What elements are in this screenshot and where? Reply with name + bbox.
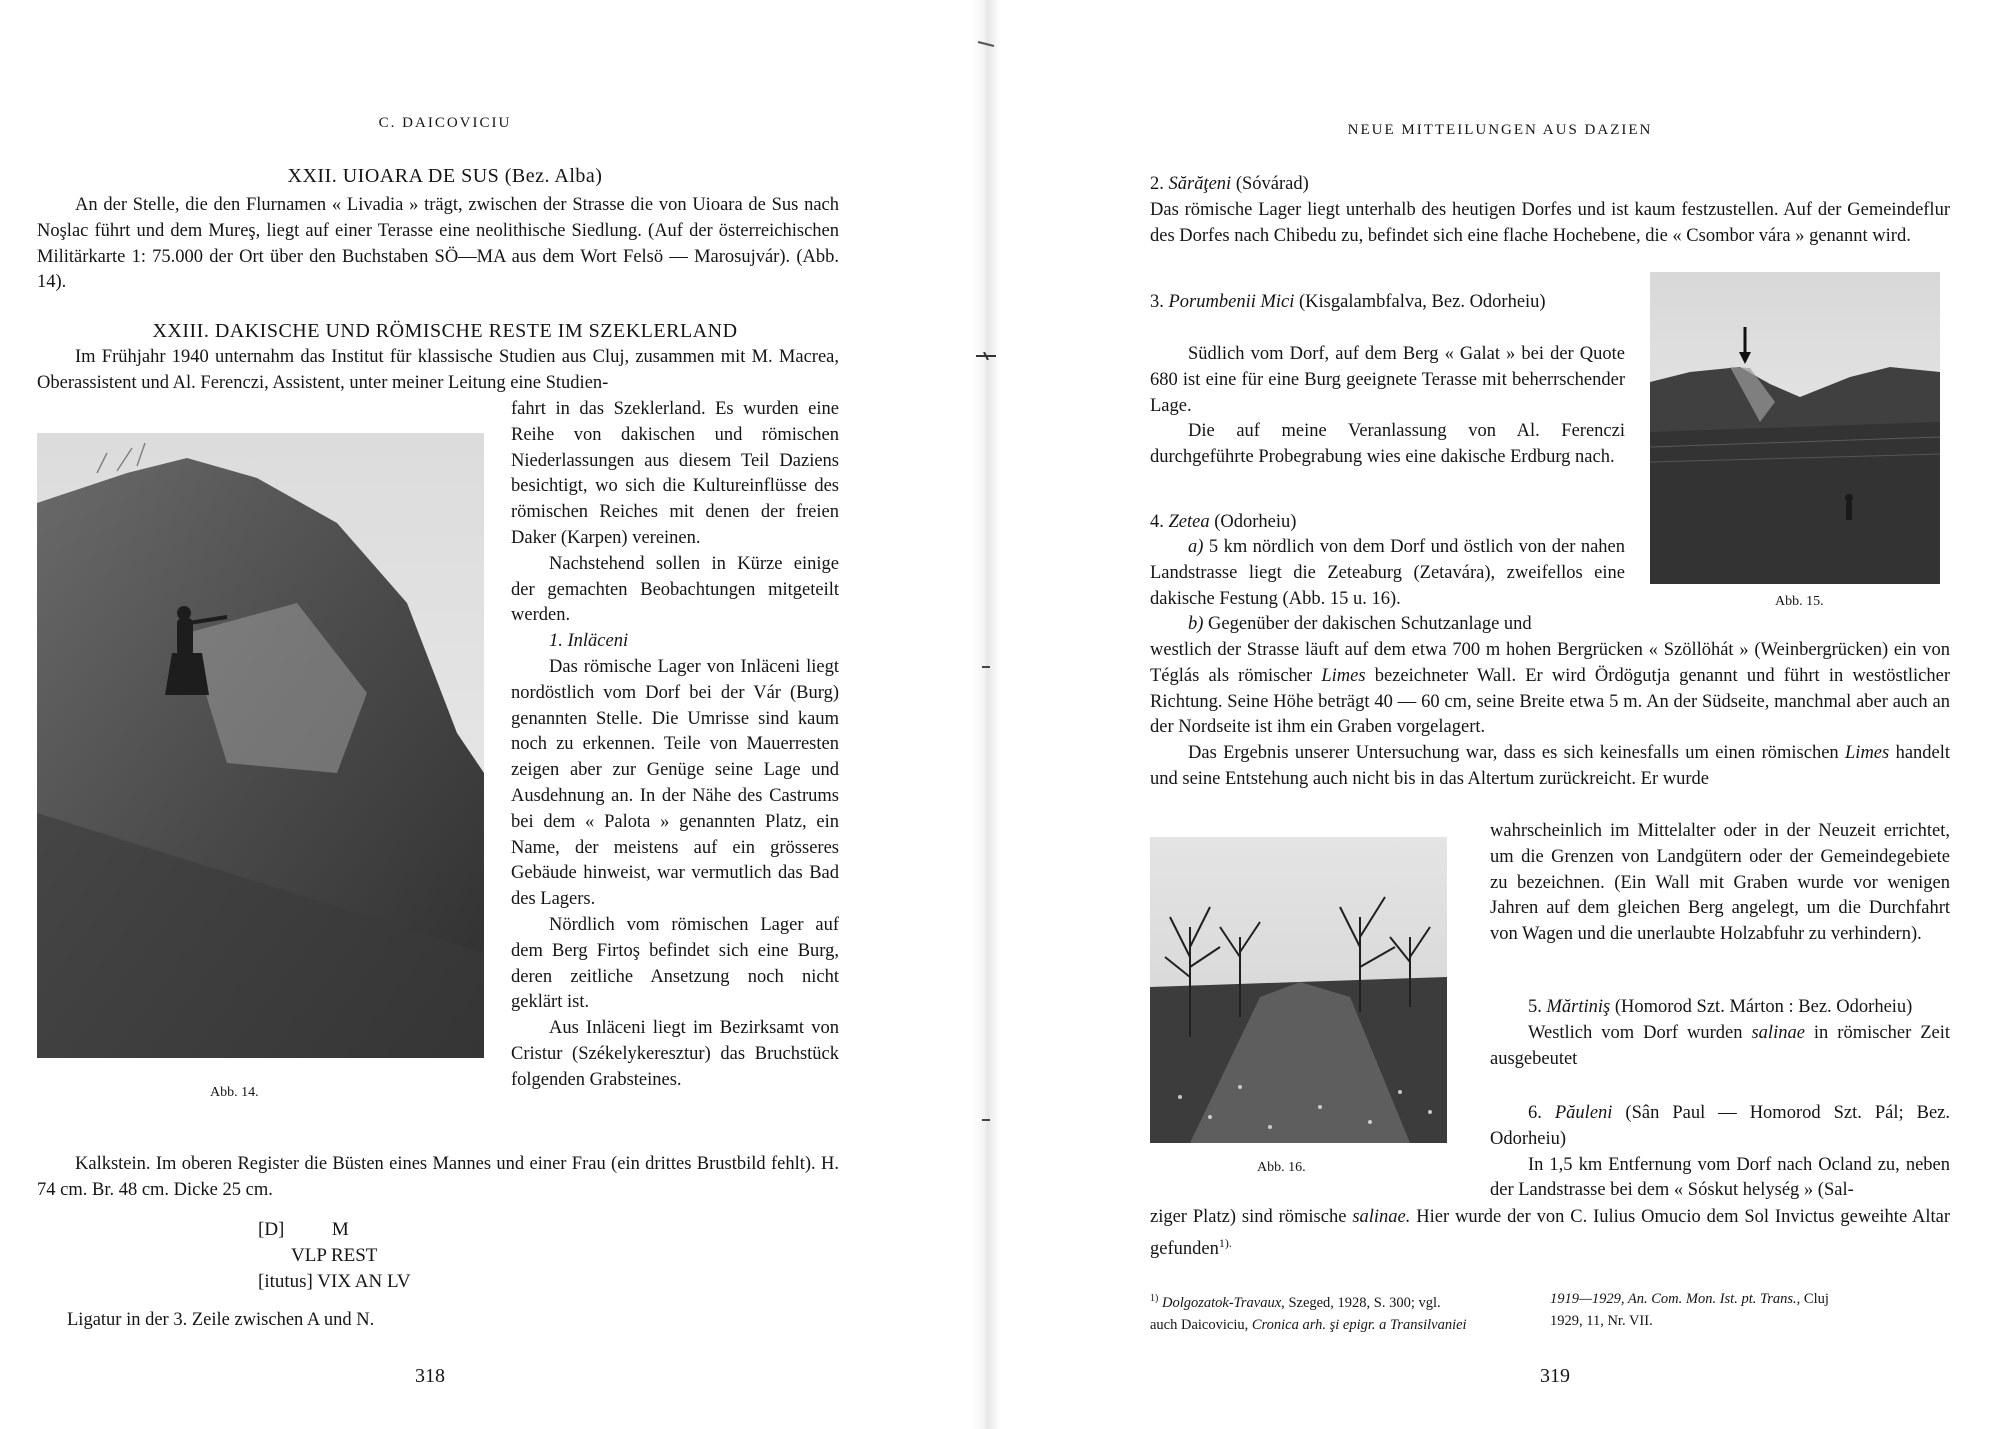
section-heading-xxii: XXII. UIOARA DE SUS (Bez. Alba) bbox=[287, 165, 603, 187]
subsection-6-continued bbox=[1150, 1205, 1950, 1263]
inscription-line-3: [itutus] VIX AN LV bbox=[258, 1271, 411, 1292]
kalkstein-paragraph bbox=[37, 1152, 839, 1204]
paragraph: Das Ergebnis unserer Untersuchung war, dass es sich keinesfalls um einen römischen Limes handelt und seine Entstehung auch nicht bis in das Altertum zurückreicht. Er wurde bbox=[1150, 743, 1951, 789]
paragraph: Im Frühjahr 1940 unternahm das Institut für klassische Studien aus Cluj, zusammen mit M. Macrea, Oberassistent und Al. Ferenczi, Assistent, unter meiner Leitung eine Studien- bbox=[37, 347, 839, 393]
subsection-4-b bbox=[1150, 638, 1950, 793]
figure-14-caption: Abb. 14. bbox=[210, 1085, 259, 1100]
paragraph: b) Gegenüber der dakischen Schutzanlage und bbox=[1188, 614, 1532, 635]
section-xxiii-intro bbox=[37, 345, 839, 397]
paragraph: westlich der Strasse läuft auf dem etwa 700 m hohen Bergrücken « Szöllöhát » (Weinbergrücken) ein von Téglás als römischer Limes bezeichneter Wall. Er wird Ördögutja genannt und führt in westöstlicher Richtung. Seine Höhe beträgt 40 — 60 cm, seine Breite etwa 5 m. An der Südseite, manchmal aber auch an der Nordseite ist ihm ein Graben vorgelagert. bbox=[1150, 640, 1951, 738]
paragraph: Nachstehend sollen in Kürze einige der gemachten Beobachtungen mitgeteilt werden. bbox=[511, 553, 839, 626]
page-number-left: 318 bbox=[415, 1365, 445, 1387]
subsection-4-a bbox=[1150, 535, 1625, 638]
subsection-2-body bbox=[1150, 198, 1950, 250]
subsection-3-title: 3. Porumbenii Mici (Kisgalambfalva, Bez. Odorheiu) bbox=[1150, 292, 1546, 312]
subsection-4-title: 4. Zetea (Odorheiu) bbox=[1150, 512, 1297, 532]
subsection-4-result-column bbox=[1490, 819, 1950, 948]
section-heading-xxiii: XXIII. DAKISCHE UND RÖMISCHE RESTE IM SZEKLERLAND bbox=[152, 320, 738, 342]
figure-15-photo bbox=[1650, 272, 1940, 584]
footnote-left: $^{1)}$ Dolgozatok-Travaux, Szeged, 1928, S. 300; vgl. auch Daicoviciu, Cronica arh. şi epigr. a Transilvaniei bbox=[1150, 1293, 1467, 1333]
figure-14-photo bbox=[37, 433, 484, 1058]
paragraph: fahrt in das Szeklerland. Es wurden eine Reihe von dakischen und römischen Niederlassungen aus diesem Teil Daziens besichtigt, wo sich die Kultureinflüsse des römischen Reiches mit denen der freien Daker (Karpen) vereinen. bbox=[511, 399, 839, 548]
subsection-3-body bbox=[1150, 342, 1625, 471]
paragraph: ziger Platz) sind römische salinae. Hier wurde der von C. Iulius Omucio dem Sol Invictus geweihte Altar gefunden$^{1).}$ bbox=[1150, 1207, 1951, 1259]
section-xxii-body bbox=[37, 193, 839, 296]
inscription bbox=[258, 1217, 411, 1295]
paragraph: Das römische Lager von Inläceni liegt nordöstlich vom Dorf bei der Vár (Burg) genannten Stelle. Die Umrisse sind kaum noch zu erkennen. Teile von Mauerresten zeigen aber zur Genüge seine Lage und Ausdehnung an. In der Nähe des Castrums bei dem « Palota » genannten Platz, ein Name, der meistens auf ein grösseres Gebäude hinweist, war vermutlich das Bad des Lagers. bbox=[511, 656, 839, 910]
ligatur-note: Ligatur in der 3. Zeile zwischen A und N. bbox=[67, 1310, 375, 1330]
running-head-left: C. DAICOVICIU bbox=[378, 115, 512, 131]
paragraph: wahrscheinlich im Mittelalter oder in der Neuzeit errichtet, um die Grenzen von Landgütern oder der Gemeindegebiete zu bezeichnen. (Ein Wall mit Graben wurde vor wenigen Jahren auf dem gleichen Berg angelegt, um die Durchfahrt von Wagen und die unerlaubte Holzabfuhr zu verhindern). bbox=[1490, 821, 1950, 945]
paragraph: Kalkstein. Im oberen Register die Büsten eines Mannes und einer Frau (ein drittes Brustbild fehlt). H. 74 cm. Br. 48 cm. Dicke 25 cm. bbox=[37, 1154, 839, 1200]
figure-16-caption: Abb. 16. bbox=[1257, 1160, 1306, 1175]
subsection-6-title: 6. Păuleni (Sân Paul — Homorod Szt. Pál; Bez. Odorheiu) bbox=[1490, 1103, 1951, 1149]
left-page bbox=[0, 0, 985, 1429]
paragraph: Das römische Lager liegt unterhalb des heutigen Dorfes und ist kaum festzustellen. Auf der Gemeindeflur des Dorfes nach Chibedu zu, befindet sich eine flache Hochebene, die « Csombor vára » genannt wird. bbox=[1150, 200, 1950, 246]
figure-15-caption: Abb. 15. bbox=[1775, 594, 1824, 609]
inscription-line-1: [D] M bbox=[258, 1219, 349, 1240]
paragraph: Die auf meine Veranlassung von Al. Ferenczi durchgeführte Probegrabung wies eine dakische Erdburg nach. bbox=[1150, 421, 1625, 468]
running-head-right: NEUE MITTEILUNGEN AUS DAZIEN bbox=[1347, 122, 1653, 138]
figure-16-photo bbox=[1150, 837, 1447, 1143]
right-page bbox=[985, 0, 2000, 1429]
paragraph: An der Stelle, die den Flurnamen « Livadia » trägt, zwischen der Strasse die von Uioara de Sus nach Noşlac führt und dem Mureş, liegt auf einer Terasse eine neolithische Siedlung. (Auf der österreichischen Militärkarte 1: 75.000 der Ort über den Buchstaben SÖ—MA aus dem Wort Felsö — Marosujvár). (Abb. 14). bbox=[37, 195, 839, 293]
footnote-right: 1919—1929, An. Com. Mon. Ist. pt. Trans., Cluj 1929, 11, Nr. VII. bbox=[1550, 1291, 1829, 1329]
section-xxiii-column bbox=[511, 397, 839, 1094]
paragraph: Nördlich vom römischen Lager auf dem Berg Firtoş befindet sich eine Burg, deren zeitliche Ansetzung noch nicht geklärt ist. bbox=[511, 914, 839, 1013]
inscription-line-2: VLP REST bbox=[291, 1245, 378, 1266]
subsection-2-title: 2. Sărăţeni (Sóvárad) bbox=[1150, 174, 1309, 194]
paragraph: In 1,5 km Entfernung vom Dorf nach Ocland zu, neben der Landstrasse bei dem « Sóskut helység » (Sal- bbox=[1490, 1154, 1950, 1201]
subsection-title-inlaceni: 1. Inläceni bbox=[549, 631, 629, 652]
paragraph: a) 5 km nördlich von dem Dorf und östlich von der nahen Landstrasse liegt die Zeteaburg (Zetavára), zweifellos eine dakische Festung (Abb. 15 u. 16). bbox=[1150, 537, 1626, 609]
page-number-right: 319 bbox=[1540, 1365, 1570, 1387]
subsection-5-title: 5. Mărtiniş (Homorod Szt. Márton : Bez. Odorheiu) bbox=[1528, 997, 1913, 1017]
paragraph: Westlich vom Dorf wurden salinae in römischer Zeit ausgebeutet bbox=[1490, 1022, 1951, 1069]
paragraph: Südlich vom Dorf, auf dem Berg « Galat » bei der Quote 680 ist eine für eine Burg geeignete Terasse mit beherrschender Lage. bbox=[1150, 344, 1625, 416]
paragraph: Aus Inläceni liegt im Bezirksamt von Cristur (Székelykeresztur) das Bruchstück folgenden Grabsteines. bbox=[511, 1018, 839, 1090]
subsection-6 bbox=[1490, 1101, 1950, 1204]
subsection-5 bbox=[1490, 995, 1950, 1072]
